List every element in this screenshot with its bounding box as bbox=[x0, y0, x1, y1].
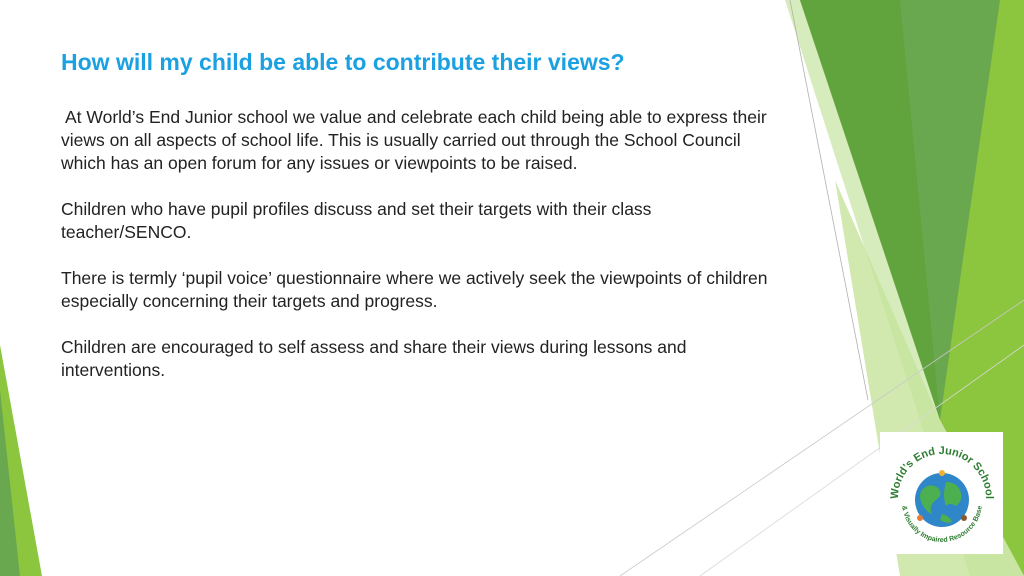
school-logo bbox=[880, 432, 1003, 554]
slide-title: How will my child be able to contribute their views? bbox=[61, 49, 625, 75]
globe-logo-icon bbox=[880, 432, 1003, 554]
paragraph-pupil-voice: There is termly ‘pupil voice’ questionnaire where we actively seek the viewpoints of children especially concerning their targets and progress. bbox=[61, 268, 768, 311]
logo-bottom-text: & Visually Impaired Resource Base bbox=[900, 505, 984, 545]
slide-body bbox=[61, 106, 781, 405]
paragraph-pupil-profiles: Children who have pupil profiles discuss and set their targets with their class teacher/SENCO. bbox=[61, 199, 652, 242]
paragraph-school-council: At World’s End Junior school we value and celebrate each child being able to express their views on all aspects of school life. This is usually carried out through the School Council which has an open forum for any issues or viewpoints to be raised. bbox=[61, 107, 767, 173]
paragraph-self-assess: Children are encouraged to self assess and share their views during lessons and interventions. bbox=[61, 337, 687, 380]
logo-top-text: World’s End Junior School bbox=[888, 444, 996, 500]
